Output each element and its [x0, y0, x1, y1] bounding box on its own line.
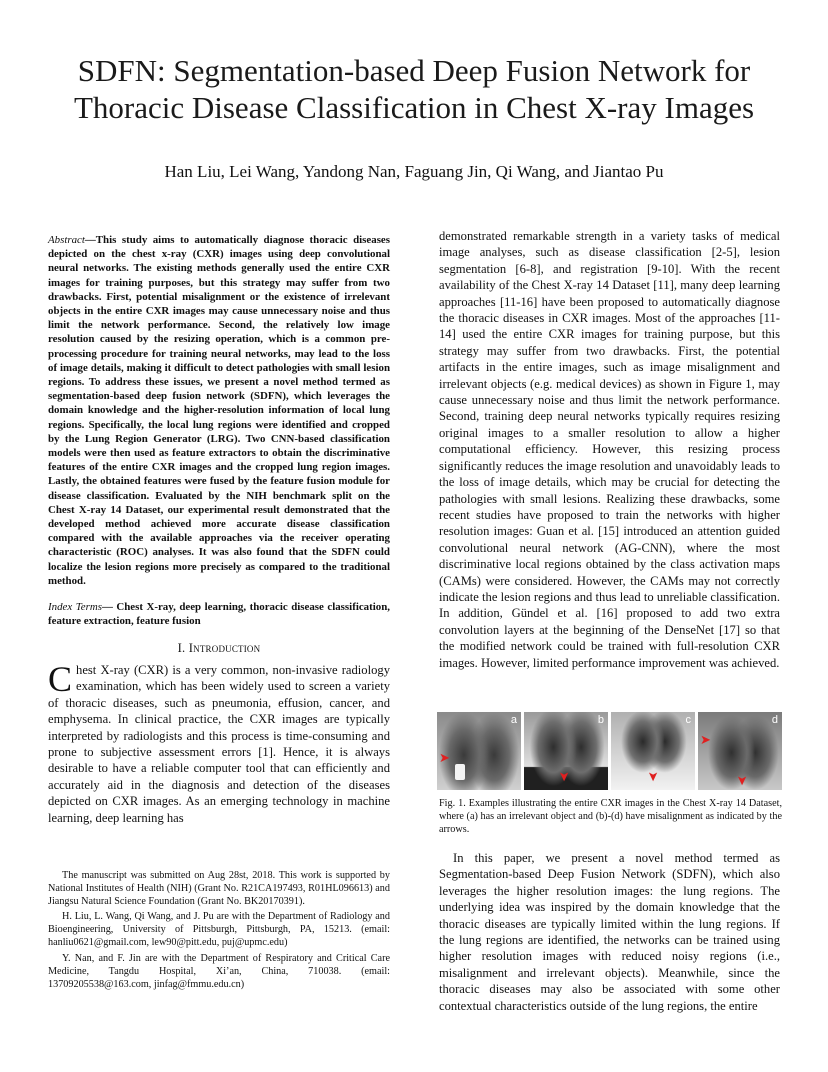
drop-cap: C [48, 658, 73, 699]
figure-1-caption: Fig. 1. Examples illustrating the entire CXR images in the Chest X-ray 14 Dataset, where (a) has an irrelevant object and (b)-(d) have misalignment as indicated by the arrows. [439, 798, 782, 836]
irrelevant-object [455, 764, 465, 780]
figure-1 [437, 712, 782, 790]
abstract-label: Abstract [48, 234, 85, 246]
panel-label-a: a [510, 714, 517, 726]
introduction-paragraph [48, 658, 390, 826]
xray-panel-d [698, 712, 782, 790]
abstract [48, 233, 390, 588]
left-column [48, 233, 390, 826]
panel-label-b: b [597, 714, 604, 726]
footnotes [48, 869, 390, 993]
title-line-1: SDFN: Segmentation-based Deep Fusion Network for [77, 53, 751, 88]
footnote-affiliation-2: Y. Nan, and F. Jin are with the Department of Respiratory and Critical Care Medicine, Tangdu Hospital, Xi’an, China, 710038. (email: 13709205538@163.com, jinfag@fmmu.edu.cn) [48, 952, 390, 990]
arrow-icon: ➤ [439, 751, 450, 766]
xray-panel-a [437, 712, 521, 790]
xray-panel-c [611, 712, 695, 790]
panel-label-c: c [685, 714, 691, 726]
footnote-affiliation-1: H. Liu, L. Wang, Qi Wang, and J. Pu are with the Department of Radiology and Bioengineering, University of Pittsburgh, Pittsburgh, PA, 15213. (email: hanliu0621@gmail.com, lew90@pitt.edu, puj@upmc.edu) [48, 911, 390, 949]
right-column-lower [439, 850, 780, 1014]
arrow-icon: ➤ [733, 775, 749, 786]
body-paragraph-proposed-method: In this paper, we present a novel method termed as Segmentation-based Deep Fusion Network (SDFN), which also leverages the higher resolution images: the lung regions. The underlying idea was inspired by the domain knowledge that the thoracic diseases are typically limited within the lung regions. If the lung regions are identified, the networks can be trained using higher resolution images with reduced noisy regions (i.e., misalignment and irrelevant objects). Meanwhile, since the thoracic diseases may also be associated with some other contextual characteristics outside of the lung regions, the entire [439, 851, 780, 1013]
index-terms-label: Index Terms [48, 601, 102, 614]
arrow-icon: ➤ [700, 733, 711, 748]
index-terms [48, 600, 390, 628]
author-list: Han Liu, Lei Wang, Yandong Nan, Faguang Jin, Qi Wang, and Jiantao Pu [164, 162, 664, 181]
xray-panel-b [524, 712, 608, 790]
abstract-text: —This study aims to automatically diagnose thoracic diseases depicted on the chest x-ray (CXR) images using deep convolutional neural networks. The existing methods generally used the entire CXR images for training purposes, but this strategy may suffer from two drawbacks. First, potential misalignment or the existence of irrelevant objects in the entire CXR images may cause unnecessary noise and thus limit the network performance. Second, the relatively low image resolution caused by the resizing operation, which is a common pre-processing procedure for training neural networks, may lead to the loss of image details, making it difficult to detect pathologies with small lesion regions. To address these issues, we present a novel method termed as segmentation-based deep fusion network (SDFN), which leverages the domain knowledge and the higher-resolution information of local lung regions. Specifically, the local lung regions were identified and cropped by the Lung Region Generator (LRG). Two CNN-based classification models were then used as feature extractors to obtain the discriminative features of the entire CXR images and the cropped lung region images. Lastly, the obtained features were fused by the feature fusion module for disease classification. Evaluated by the NIH benchmark split on the Chest X-ray 14 Dataset, our experimental result demonstrated that the developed method achieved more accurate disease classification compared with the available approaches via the receiver operating characteristic (ROC) analyses. It was also found that the SDFN could localize the lesion regions more precisely as compared to the traditional method. [48, 234, 390, 587]
section-heading-introduction: I. Introduction [177, 641, 261, 656]
right-column [439, 228, 780, 671]
introduction-text: hest X-ray (CXR) is a very common, non-invasive radiology examination, which has been widely used to screen a variety of thoracic diseases, such as pneumonia, effusion, cancer, and emphysema. In clinical practice, the CXR images are typically interpreted by radiologists and this process is time-consuming and prone to subjective assessment errors [1]. Hence, it is always desirable to have a reliable computer tool that can efficiently and accurately aid in the diagnosis and detection of the diseases depicted on CXR images. As an emerging technology in machine learning, deep learning has [48, 662, 390, 825]
arrow-icon: ➤ [644, 771, 660, 782]
title-line-2: Thoracic Disease Classification in Chest X-ray Images [73, 90, 755, 125]
panel-label-d: d [771, 714, 778, 726]
footnote-submission: The manuscript was submitted on Aug 28st, 2018. This work is supported by National Institutes of Health (NIH) (Grant No. R21CA197493, R01HL096613) and Jiangsu Natural Science Foundation (Grant No. BK20170391). [48, 870, 390, 908]
body-paragraph-continued: demonstrated remarkable strength in a variety tasks of medical image analyses, such as disease classification [2-5], lesion segmentation [6-8], and registration [9-10]. With the recent availability of the Chest X-ray 14 Dataset [11], many deep learning approaches [11-16] have been proposed to automatically diagnose the thoracic diseases in CXR images. Most of the approaches [11-14] used the entire CXR images for training purpose, but this strategy may suffer from two drawbacks. First, the potential artifacts in the entire images, such as image misalignment and irrelevant objects (e.g. medical devices) as shown in Figure 1, may cause unnecessary noise and thus limit the network performance. Second, training deep neural networks typically requires resizing original images to a smaller resolution to allow a higher computational efficiency. However, this resizing process significantly reduces the image resolution and unavoidably leads to the loss of image details, which may be crucial for detecting the pathologies with small lesions. Realizing these drawbacks, some recent studies have proposed to train the networks with higher resolution images: Guan et al. [15] introduced an attention guided convolutional neural network (AG-CNN), where the most discriminative local regions obtained by the class activation maps (CAMs) were considered. However, the CAMs may not correctly indicate the lesion regions and thus lead to unreliable classification. In addition, Gündel et al. [16] proposed to add two extra convolution layers at the beginning of the DenseNet [17] so that the modified network could be trained with full-resolution CXR images. However, limited performance improvement was achieved. [439, 229, 780, 670]
index-terms-text: — Chest X-ray, deep learning, thoracic disease classification, feature extraction, feature fusion [48, 601, 390, 628]
paper-title [30, 52, 798, 126]
arrow-icon: ➤ [555, 771, 571, 782]
